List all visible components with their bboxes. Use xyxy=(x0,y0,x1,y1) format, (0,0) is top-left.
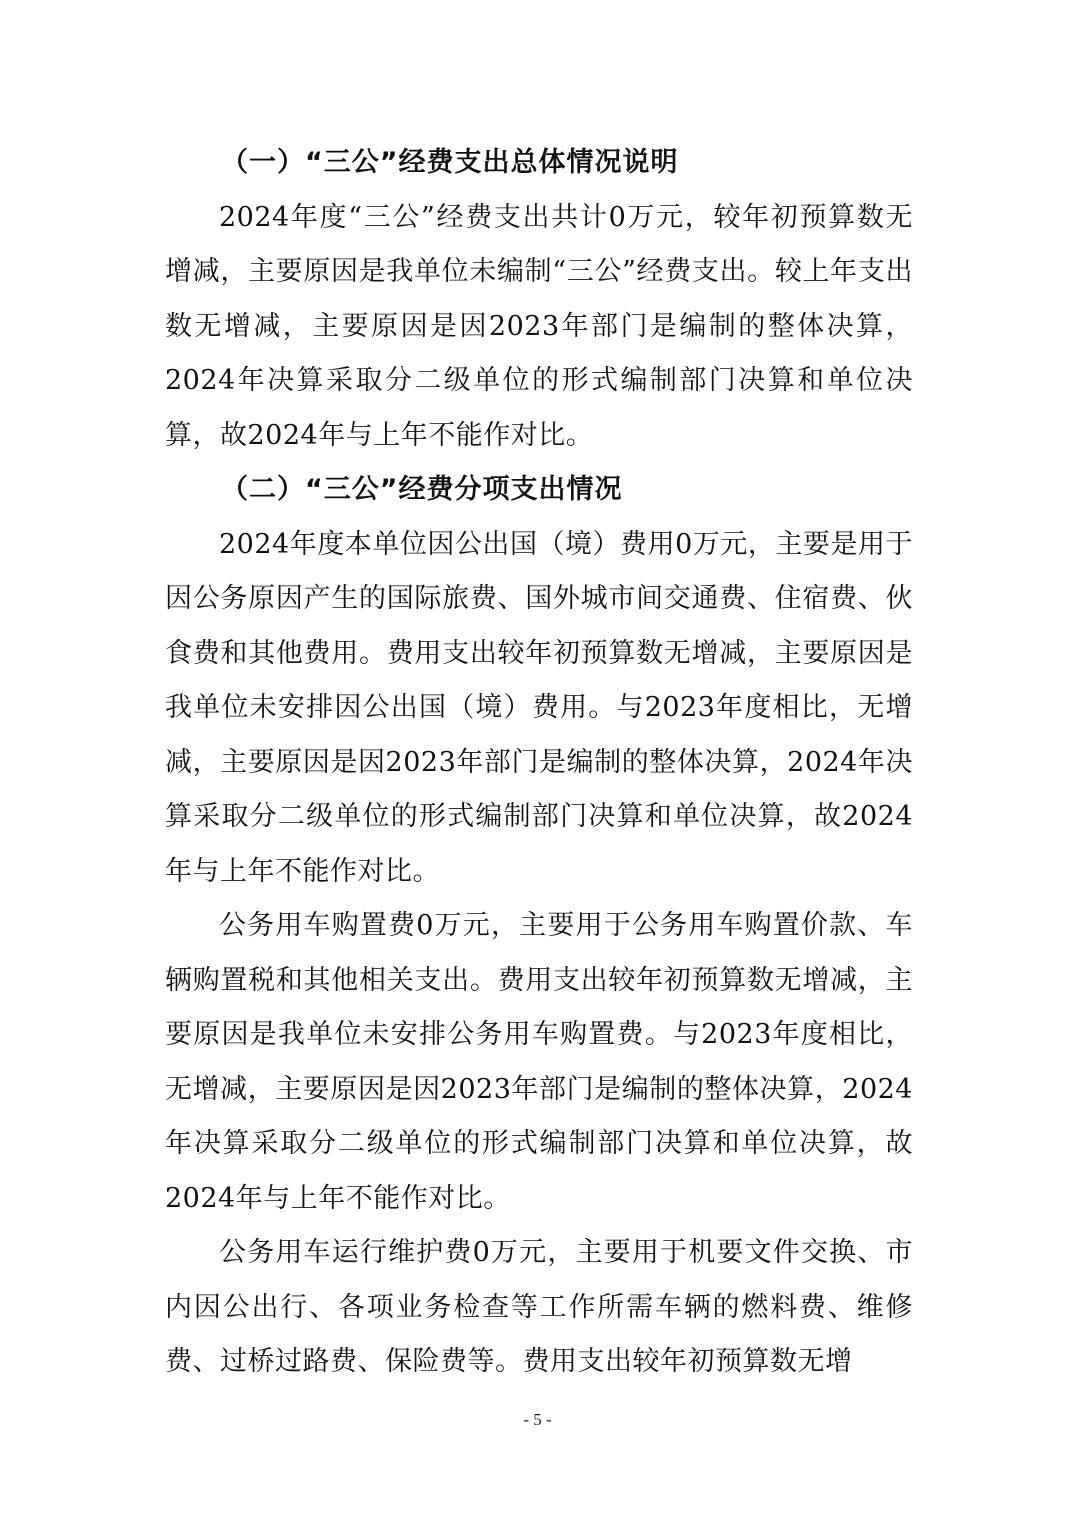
section-heading-1: （一）“三公”经费支出总体情况说明 xyxy=(221,147,679,178)
section-heading-2: （二）“三公”经费分项支出情况 xyxy=(221,474,623,505)
paragraph-vehicle-maintenance: 公务用车运行维护费0万元，主要用于机要文件交换、市内因公出行、各项业务检查等工作所需车辆的燃料费、维修费、过桥过路费、保险费等。费用支出较年初预算数无增 xyxy=(165,1237,913,1377)
paragraph-overseas-travel: 2024年度本单位因公出国（境）费用0万元，主要是用于因公务原因产生的国际旅费、国外城市间交通费、住宿费、伙食费和其他费用。费用支出较年初预算数无增减，主要原因是我单位未安排因公出国（境）费用。与2023年度相比，无增减，主要原因是因2023年部门是编制的整体决算，2024年决算采取分二级单位的形式编制部门决算和单位决算，故2024年与上年不能作对比。 xyxy=(165,528,913,887)
paragraph-overall-expenditure: 2024年度“三公”经费支出共计0万元，较年初预算数无增减，主要原因是我单位未编制“三公”经费支出。较上年支出数无增减，主要原因是因2023年部门是编制的整体决算，2024年决算采取分二级单位的形式编制部门决算和单位决算，故2024年与上年不能作对比。 xyxy=(165,201,913,451)
document-body xyxy=(165,136,913,1390)
paragraph-vehicle-purchase: 公务用车购置费0万元，主要用于公务用车购置价款、车辆购置税和其他相关支出。费用支出较年初预算数无增减，主要原因是我单位未安排公务用车购置费。与2023年度相比，无增减，主要原因是因2023年部门是编制的整体决算，2024年决算采取分二级单位的形式编制部门决算和单位决算，故2024年与上年不能作对比。 xyxy=(165,910,913,1214)
page-number: - 5 - xyxy=(523,1410,552,1429)
